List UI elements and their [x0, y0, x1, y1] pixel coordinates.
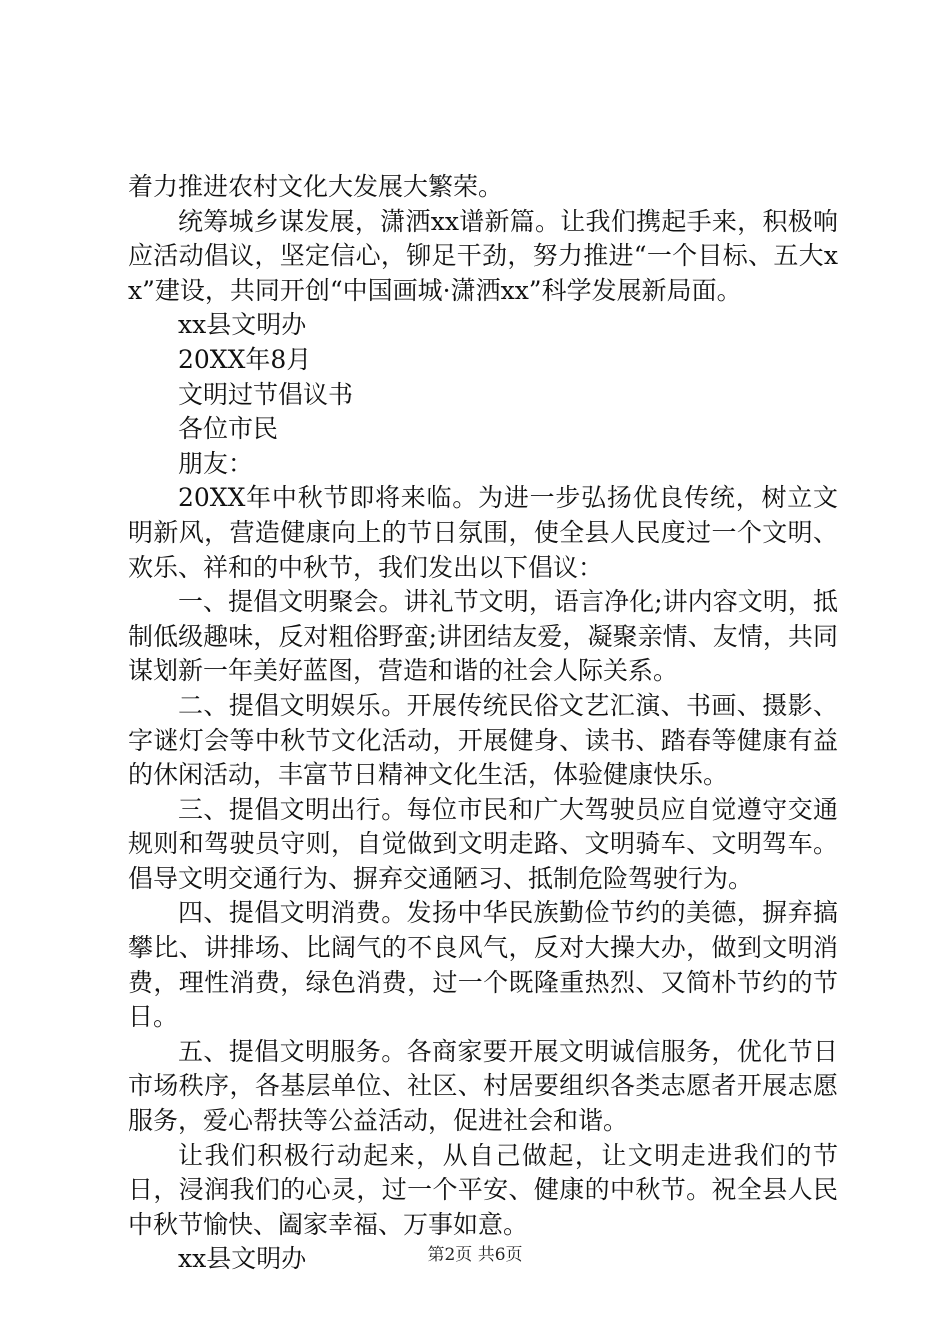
- signature-org: xx县文明办: [178, 1244, 307, 1274]
- proposal-item-5: 五、提倡文明服务。各商家要开展文明诚信服务，优化节日市场秩序，各基层单位、社区、村居要组织各类志愿者开展志愿服务，爱心帮扶等公益活动，促进社会和谐。: [128, 1036, 838, 1136]
- proposal-item-3: 三、提倡文明出行。每位市民和广大驾驶员应自觉遵守交通规则和驾驶员守则，自觉做到文明走路、文明骑车、文明驾车。倡导文明交通行为、摒弃交通陋习、抵制危险驾驶行为。: [128, 794, 838, 893]
- signature-org: xx县文明办: [178, 310, 307, 340]
- closing-paragraph: 让我们积极行动起来，从自己做起，让文明走进我们的节日，浸润我们的心灵，过一个平安、健康的中秋节。祝全县人民中秋节愉快、阖家幸福、万事如意。: [128, 1140, 838, 1239]
- proposal-item-1: 一、提倡文明聚会。讲礼节文明，语言净化;讲内容文明，抵制低级趣味，反对粗俗野蛮;讲团结友爱，凝聚亲情、友情，共同谋划新一年美好蓝图，营造和谐的社会人际关系。: [128, 587, 838, 686]
- document-title: 文明过节倡议书: [178, 379, 354, 409]
- paragraph: 20XX年中秋节即将来临。为进一步弘扬优良传统，树立文明新风，营造健康向上的节日氛围，使全县人民度过一个文明、欢乐、祥和的中秋节，我们发出以下倡议：: [128, 483, 838, 582]
- paragraph: 统筹城乡谋发展，潇洒xx谱新篇。让我们携起手来，积极响应活动倡议，坚定信心，铆足干劲，努力推进“一个目标、五大xx”建设，共同开创“中国画城·潇洒xx”科学发展新局面。: [128, 206, 838, 305]
- signature-date: 20XX年8月: [178, 344, 312, 374]
- proposal-item-4: 四、提倡文明消费。发扬中华民族勤俭节约的美德，摒弃搞攀比、讲排场、比阔气的不良风气，反对大操大办，做到文明消费，理性消费，绿色消费，过一个既隆重热烈、又简朴节约的节日。: [128, 898, 838, 1032]
- salutation-line-2: 朋友：: [178, 448, 254, 478]
- paragraph: 着力推进农村文化大发展大繁荣。: [128, 172, 504, 201]
- salutation-line-1: 各位市民: [178, 414, 279, 444]
- page-number-footer: 第2页 共6页: [427, 1245, 523, 1265]
- document-body: [128, 170, 838, 1277]
- proposal-item-2: 二、提倡文明娱乐。开展传统民俗文艺汇演、书画、摄影、字谜灯会等中秋节文化活动，开展健身、读书、踏春等健康有益的休闲活动，丰富节日精神文化生活，体验健康快乐。: [128, 690, 838, 790]
